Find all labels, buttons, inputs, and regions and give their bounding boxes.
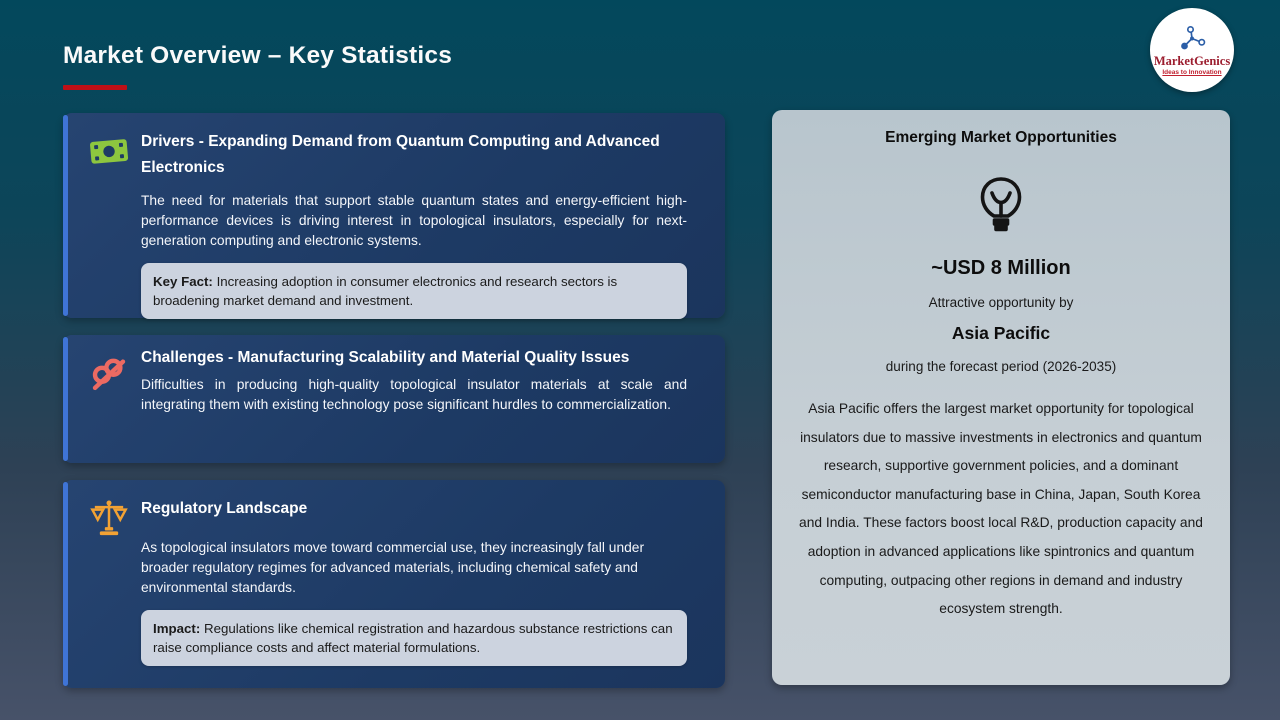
opportunity-value: ~USD 8 Million: [931, 257, 1071, 279]
callout-label: Key Fact:: [153, 273, 213, 289]
logo-tagline: Ideas to Innovation: [1162, 69, 1222, 77]
logo-name: MarketGenics: [1153, 53, 1231, 68]
opportunity-caption: Attractive opportunity by: [928, 295, 1074, 310]
title-accent-bar: [63, 85, 127, 90]
page-title: Market Overview – Key Statistics: [63, 42, 453, 69]
card-body: Difficulties in producing high-quality topological insulator materials at scale and integrating them with existing technology pose significant hurdles to commercialization.: [141, 377, 687, 413]
opportunity-panel: [772, 110, 1230, 685]
molecule-network-icon: [1177, 24, 1207, 55]
callout-label: Impact:: [153, 621, 201, 637]
marketgenics-logo: [1150, 8, 1234, 92]
opportunity-description: Asia Pacific offers the largest market opportunity for topological insulators due to massive investments in electronics and quantum research, supportive government policies, and a dominant semiconductor manufacturing base in China, Japan, South Korea and India. These factors boost local R&D, production capacity and adoption in advanced applications like spintronics and quantum computing, outpacing other regions in demand and industry ecosystem strength.: [799, 401, 1203, 617]
card-body: The need for materials that support stable quantum states and energy-efficient high-performance devices is driving interest in topological insulators, especially for next-generation computing and electronic systems.: [141, 192, 687, 248]
impact-box: [141, 610, 687, 666]
card-drivers: [63, 113, 725, 318]
card-title: Regulatory Landscape: [141, 500, 308, 517]
card-accent-bar: [63, 115, 68, 316]
broken-link-icon: [87, 351, 131, 395]
key-fact-box: [141, 263, 687, 319]
callout-text: Regulations like chemical registration and hazardous substance restrictions can raise compliance costs and affect material formulations.: [153, 621, 673, 656]
opportunity-region: Asia Pacific: [951, 323, 1051, 343]
scales-of-justice-icon: [87, 496, 131, 540]
card-accent-bar: [63, 337, 68, 461]
card-challenges: [63, 335, 725, 463]
card-body: As topological insulators move toward commercial use, they increasingly fall under broader regulatory regimes for advanced materials, including chemical safety and environmental standards.: [141, 540, 645, 596]
lightbulb-icon: [977, 175, 1025, 233]
card-accent-bar: [63, 482, 68, 686]
panel-title: Emerging Market Opportunities: [885, 129, 1117, 146]
card-title: Drivers - Expanding Demand from Quantum Computing and Advanced Electronics: [141, 133, 660, 177]
money-banknote-icon: [87, 129, 131, 173]
callout-text: Increasing adoption in consumer electronics and research sectors is broadening market demand and investment.: [153, 273, 618, 308]
card-title: Challenges - Manufacturing Scalability and Material Quality Issues: [141, 349, 630, 366]
card-regulatory: [63, 480, 725, 688]
opportunity-period: during the forecast period (2026-2035): [885, 359, 1117, 374]
